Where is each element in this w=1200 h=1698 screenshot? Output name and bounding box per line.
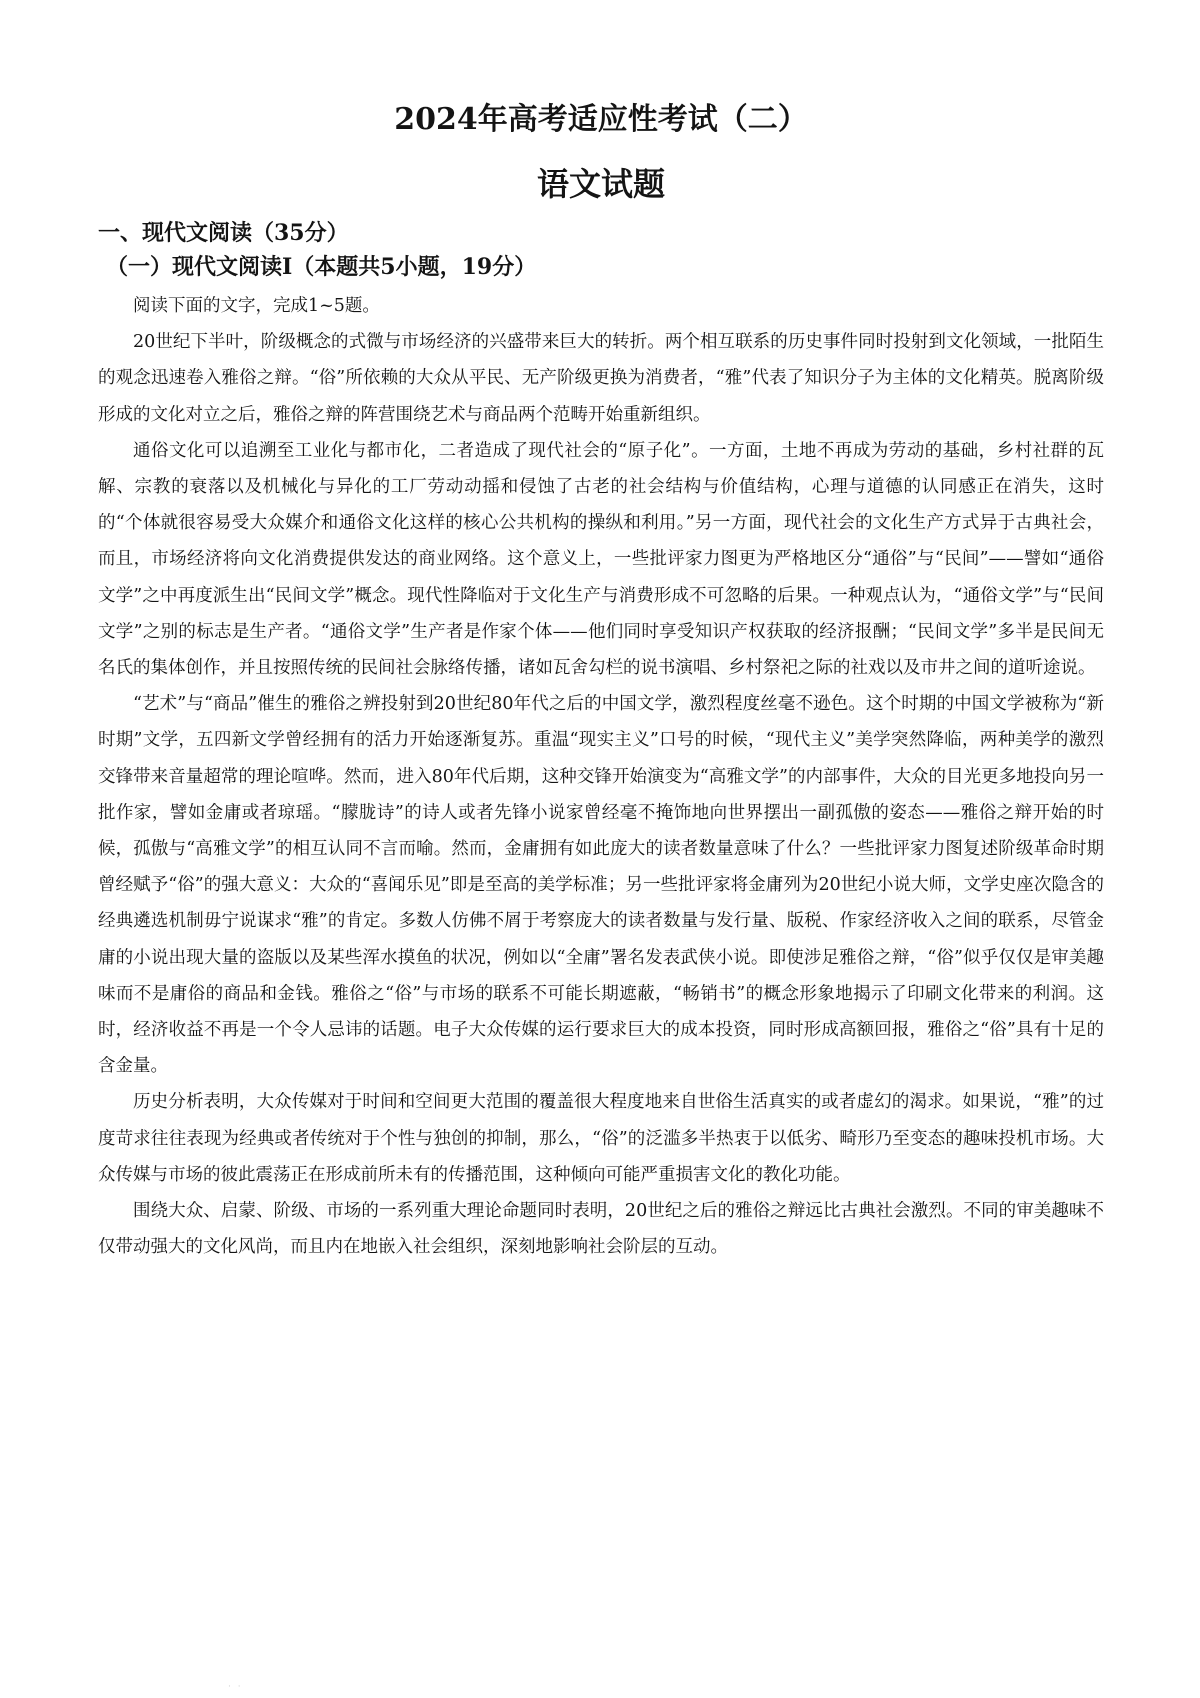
reading-passage	[98, 288, 1104, 1265]
passage-paragraph: 20世纪下半叶，阶级概念的式微与市场经济的兴盛带来巨大的转折。两个相互联系的历史事件同时投射到文化领域，一批陌生的观念迅速卷入雅俗之辩。“俗”所依赖的大众从平民、无产阶级更换为消费者，“雅”代表了知识分子为主体的文化精英。脱离阶级形成的文化对立之后，雅俗之辩的阵营围绕艺术与商品两个范畴开始重新组织。	[98, 332, 1104, 425]
section-title: 一、现代文阅读（35分）	[98, 220, 349, 246]
passage-paragraph: 通俗文化可以追溯至工业化与都市化，二者造成了现代社会的“原子化”。一方面，土地不再成为劳动的基础，乡村社群的瓦解、宗教的衰落以及机械化与异化的工厂劳动动摇和侵蚀了古老的社会结构与价值结构，心理与道德的认同感正在消失，这时的“个体就很容易受大众媒介和通俗文化这样的核心公共机构的操纵和利用。”另一方面，现代社会的文化生产方式异于古典社会，而且，市场经济将向文化消费提供发达的商业网络。这个意义上，一些批评家力图更为严格地区分“通俗”与“民间”——譬如“通俗文学”之中再度派生出“民间文学”概念。现代性降临对于文化生产与消费形成不可忽略的后果。一种观点认为，“通俗文学”与“民间文学”之别的标志是生产者。“通俗文学”生产者是作家个体——他们同时享受知识产权获取的经济报酬；“民间文学”多半是民间无名氏的集体创作，并且按照传统的民间社会脉络传播，诸如瓦舍勾栏的说书演唱、乡村祭祀之际的社戏以及市井之间的道听途说。	[98, 440, 1104, 679]
passage-paragraph: “艺术”与“商品”催生的雅俗之辨投射到20世纪80年代之后的中国文学，激烈程度丝毫不逊色。这个时期的中国文学被称为“新时期”文学，五四新文学曾经拥有的活力开始逐渐复苏。重温“现实主义”口号的时候，“现代主义”美学突然降临，两种美学的激烈交锋带来音量超常的理论喧哗。然而，进入80年代后期，这种交锋开始演变为“高雅文学”的内部事件，大众的目光更多地投向另一批作家，譬如金庸或者琼瑶。“朦胧诗”的诗人或者先锋小说家曾经毫不掩饰地向世界摆出一副孤傲的姿态——雅俗之辩开始的时候，孤傲与“高雅文学”的相互认同不言而喻。然而，金庸拥有如此庞大的读者数量意味了什么？一些批评家力图复述阶级革命时期曾经赋予“俗”的强大意义：大众的“喜闻乐见”即是至高的美学标准；另一些批评家将金庸列为20世纪小说大师，文学史座次隐含的经典遴选机制毋宁说谋求“雅”的肯定。多数人仿佛不屑于考察庞大的读者数量与发行量、版税、作家经济收入之间的联系，尽管金庸的小说出现大量的盗版以及某些浑水摸鱼的状况，例如以“全庸”署名发表武侠小说。即使涉足雅俗之辩，“俗”似乎仅仅是审美趣味而不是庸俗的商品和金钱。雅俗之“俗”与市场的联系不可能长期遮蔽，“畅销书”的概念形象地揭示了印刷文化带来的利润。这时，经济收益不再是一个令人忌讳的话题。电子大众传媒的运行要求巨大的成本投资，同时形成高额回报，雅俗之“俗”具有十足的含金量。	[98, 694, 1104, 1077]
exam-subtitle: 语文试题	[536, 165, 665, 203]
subsection-title: （一）现代文阅读I（本题共5小题，19分）	[106, 254, 537, 280]
passage-paragraph: 历史分析表明，大众传媒对于时间和空间更大范围的覆盖很大程度地来自世俗生活真实的或者虚幻的渴求。如果说，“雅”的过度苛求往往表现为经典或者传统对于个性与独创的抑制，那么，“俗”的泛滥多半热衷于以低劣、畸形乃至变态的趣味投机市场。大众传媒与市场的彼此震荡正在形成前所未有的传播范围，这种倾向可能严重损害文化的教化功能。	[98, 1092, 1104, 1185]
footer-mark: · ·	[228, 1682, 243, 1692]
exam-title: 2024年高考适应性考试（二）	[394, 102, 808, 137]
passage-paragraph: 围绕大众、启蒙、阶级、市场的一系列重大理论命题同时表明，20世纪之后的雅俗之辩远比古典社会激烈。不同的审美趣味不仅带动强大的文化风尚，而且内在地嵌入社会组织，深刻地影响社会阶层的互动。	[98, 1201, 1104, 1258]
instruction-paragraph: 阅读下面的文字，完成1~5题。	[133, 296, 380, 316]
